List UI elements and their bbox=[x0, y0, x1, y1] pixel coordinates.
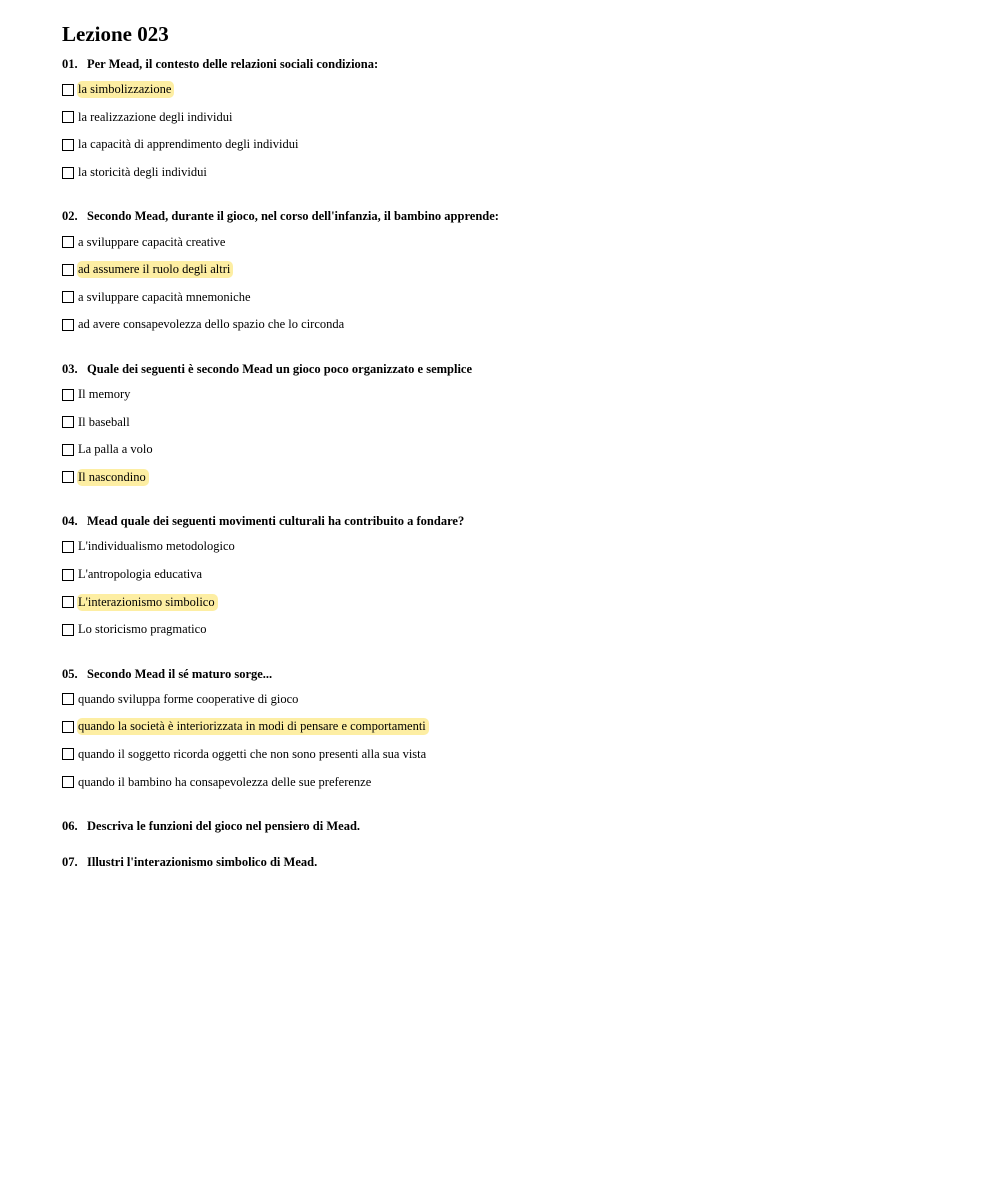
option-text: Il memory bbox=[78, 387, 131, 402]
option-row bbox=[62, 713, 962, 741]
option-text: quando il soggetto ricorda oggetti che non sono presenti alla sua vista bbox=[78, 746, 427, 761]
answer-checkbox[interactable] bbox=[62, 167, 74, 179]
document-page bbox=[62, 22, 962, 870]
option-text: a sviluppare capacità creative bbox=[78, 234, 226, 249]
option-row bbox=[62, 464, 962, 492]
answer-checkbox[interactable] bbox=[62, 748, 74, 760]
option-text: Lo storicismo pragmatico bbox=[78, 622, 207, 637]
question-text: Secondo Mead, durante il gioco, nel corso dell'infanzia, il bambino apprende: bbox=[87, 209, 499, 224]
lesson-title: Lezione 023 bbox=[62, 22, 169, 46]
option-row bbox=[62, 131, 962, 159]
answer-checkbox[interactable] bbox=[62, 444, 74, 456]
answer-checkbox[interactable] bbox=[62, 84, 74, 96]
option-text: la simbolizzazione bbox=[77, 81, 174, 98]
question-heading bbox=[62, 56, 962, 72]
answer-checkbox[interactable] bbox=[62, 319, 74, 331]
answer-checkbox[interactable] bbox=[62, 416, 74, 428]
option-text: Il baseball bbox=[78, 414, 130, 429]
option-text: quando il bambino ha consapevolezza delle sue preferenze bbox=[78, 774, 372, 789]
option-row bbox=[62, 616, 962, 644]
option-text: La palla a volo bbox=[78, 442, 153, 457]
spacer bbox=[62, 644, 962, 658]
option-row bbox=[62, 588, 962, 616]
question-heading bbox=[62, 854, 962, 870]
question-number: 05. bbox=[62, 666, 78, 681]
question-number: 03. bbox=[62, 361, 78, 376]
question-heading bbox=[62, 208, 962, 224]
option-text: L'individualismo metodologico bbox=[78, 539, 235, 554]
answer-checkbox[interactable] bbox=[62, 541, 74, 553]
question-04 bbox=[62, 513, 962, 643]
question-06 bbox=[62, 818, 962, 834]
option-row bbox=[62, 104, 962, 132]
answer-checkbox[interactable] bbox=[62, 471, 74, 483]
answer-checkbox[interactable] bbox=[62, 111, 74, 123]
spacer bbox=[62, 491, 962, 505]
answer-checkbox[interactable] bbox=[62, 139, 74, 151]
option-row bbox=[62, 228, 962, 256]
option-row bbox=[62, 256, 962, 284]
question-text: Illustri l'interazionismo simbolico di Mead. bbox=[87, 854, 318, 869]
answer-checkbox[interactable] bbox=[62, 721, 74, 733]
option-text: L'interazionismo simbolico bbox=[77, 594, 218, 611]
option-text: ad assumere il ruolo degli altri bbox=[77, 261, 233, 278]
answer-checkbox[interactable] bbox=[62, 264, 74, 276]
option-text: la realizzazione degli individui bbox=[78, 109, 233, 124]
question-01 bbox=[62, 56, 962, 186]
option-row bbox=[62, 284, 962, 312]
option-text: Il nascondino bbox=[77, 469, 149, 486]
option-list bbox=[62, 686, 962, 796]
answer-checkbox[interactable] bbox=[62, 776, 74, 788]
spacer bbox=[62, 186, 962, 200]
answer-checkbox[interactable] bbox=[62, 291, 74, 303]
option-list bbox=[62, 76, 962, 186]
option-text: la storicità degli individui bbox=[78, 165, 207, 180]
question-number: 06. bbox=[62, 818, 78, 833]
question-05 bbox=[62, 666, 962, 796]
answer-checkbox[interactable] bbox=[62, 624, 74, 636]
answer-checkbox[interactable] bbox=[62, 693, 74, 705]
question-02 bbox=[62, 208, 962, 338]
option-row bbox=[62, 686, 962, 714]
option-row bbox=[62, 408, 962, 436]
question-text: Per Mead, il contesto delle relazioni sociali condiziona: bbox=[87, 57, 379, 71]
option-text: ad avere consapevolezza dello spazio che lo circonda bbox=[78, 317, 345, 332]
option-text: a sviluppare capacità mnemoniche bbox=[78, 289, 251, 304]
option-row bbox=[62, 159, 962, 187]
question-heading bbox=[62, 818, 962, 834]
answer-checkbox[interactable] bbox=[62, 236, 74, 248]
option-row bbox=[62, 741, 962, 769]
option-list bbox=[62, 228, 962, 338]
option-text: la capacità di apprendimento degli individui bbox=[78, 137, 299, 152]
option-row bbox=[62, 76, 962, 104]
option-row bbox=[62, 768, 962, 796]
question-heading bbox=[62, 361, 962, 377]
question-number: 07. bbox=[62, 854, 78, 869]
option-row bbox=[62, 381, 962, 409]
question-heading bbox=[62, 513, 962, 529]
question-number: 01. bbox=[62, 57, 78, 71]
option-text: L'antropologia educativa bbox=[78, 567, 203, 582]
answer-checkbox[interactable] bbox=[62, 596, 74, 608]
question-text: Mead quale dei seguenti movimenti culturali ha contribuito a fondare? bbox=[87, 514, 465, 529]
spacer bbox=[62, 339, 962, 353]
answer-checkbox[interactable] bbox=[62, 389, 74, 401]
question-number: 02. bbox=[62, 209, 78, 224]
answer-checkbox[interactable] bbox=[62, 569, 74, 581]
question-07 bbox=[62, 854, 962, 870]
option-row bbox=[62, 311, 962, 339]
question-heading bbox=[62, 666, 962, 682]
question-03 bbox=[62, 361, 962, 491]
option-list bbox=[62, 533, 962, 643]
option-text: quando sviluppa forme cooperative di gioco bbox=[78, 691, 299, 706]
question-text: Quale dei seguenti è secondo Mead un gioco poco organizzato e semplice bbox=[87, 361, 473, 376]
option-row bbox=[62, 561, 962, 589]
option-row bbox=[62, 533, 962, 561]
question-text: Secondo Mead il sé maturo sorge... bbox=[87, 666, 273, 681]
option-list bbox=[62, 381, 962, 491]
question-text: Descriva le funzioni del gioco nel pensiero di Mead. bbox=[87, 818, 361, 833]
question-number: 04. bbox=[62, 514, 78, 529]
option-row bbox=[62, 436, 962, 464]
option-text: quando la società è interiorizzata in modi di pensare e comportamenti bbox=[77, 718, 429, 735]
